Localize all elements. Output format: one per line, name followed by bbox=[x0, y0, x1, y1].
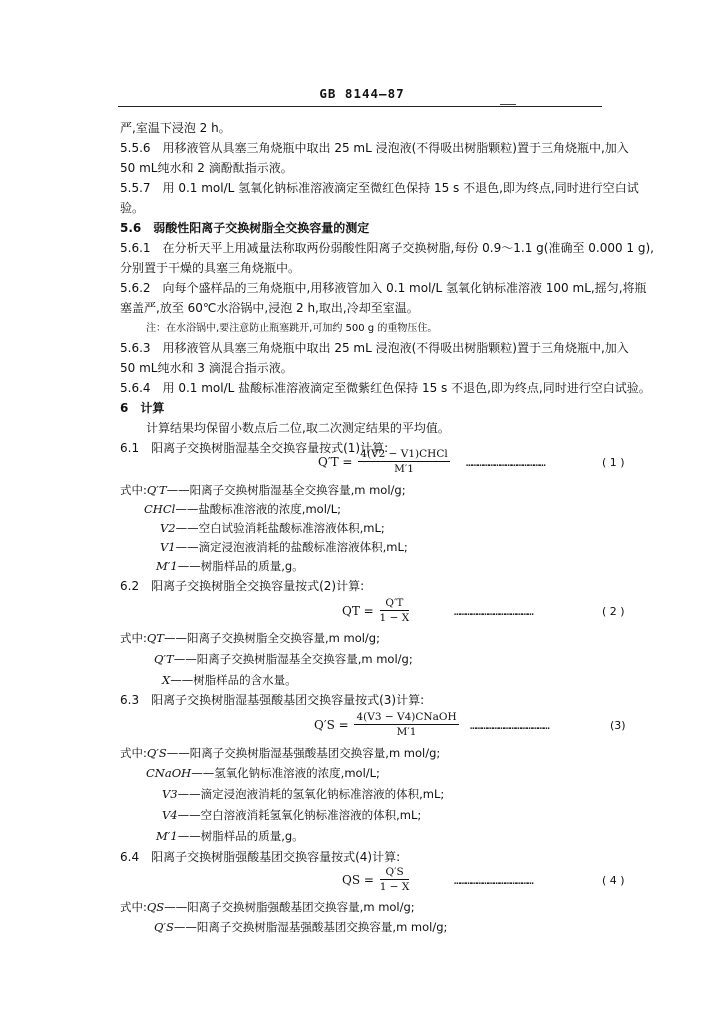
text-line: 验。 bbox=[120, 201, 145, 215]
definition-text: ——空白试验消耗盐酸标准溶液体积,mL; bbox=[175, 521, 385, 535]
section-6-heading: 6 计算 bbox=[120, 401, 165, 415]
symbol: QS bbox=[146, 900, 165, 914]
symbol: Q′S bbox=[146, 746, 167, 760]
symbol: M′1 bbox=[156, 559, 178, 573]
definition-row bbox=[162, 807, 421, 823]
definition-text: ——盐酸标准溶液的浓度,mol/L; bbox=[175, 502, 342, 516]
fraction bbox=[354, 711, 458, 738]
definition-text: ——氢氧化钠标准溶液的浓度,mol/L; bbox=[191, 766, 380, 780]
leader-dots: …………………………………… bbox=[454, 874, 533, 887]
leader-dots: …………………………………… bbox=[470, 719, 549, 732]
header-rule-mark bbox=[500, 104, 516, 105]
clause-6-2: 6.2 阳离子交换树脂全交换容量按式(2)计算: bbox=[120, 579, 365, 593]
definition-prefix: 式中: bbox=[120, 631, 147, 645]
symbol: X bbox=[162, 673, 171, 687]
definition-row bbox=[120, 630, 380, 646]
definition-row bbox=[154, 651, 413, 667]
definition-row bbox=[120, 745, 440, 761]
definition-text: ——阳离子交换树脂湿基强酸基团交换容量,m mol/g; bbox=[173, 920, 448, 934]
fraction bbox=[358, 448, 449, 475]
clause-5-6-2: 5.6.2 向每个盛样品的三角烧瓶中,用移液管加入 0.1 mol/L 氢氧化钠标准溶液 100 mL,摇匀,将瓶 bbox=[120, 281, 647, 295]
fraction bbox=[380, 866, 410, 893]
definition-text: ——阳离子交换树脂全交换容量,m mol/g; bbox=[163, 631, 380, 645]
definition-prefix: 式中: bbox=[120, 746, 147, 760]
symbol: V1 bbox=[160, 540, 176, 554]
equation-2 bbox=[342, 597, 409, 624]
denominator: 1 − X bbox=[379, 612, 410, 624]
equation-number: (3) bbox=[610, 719, 626, 732]
equation-number: ( 2 ) bbox=[602, 605, 625, 618]
text-line: 塞盖严,放至 60℃水浴锅中,浸泡 2 h,取出,冷却至室温。 bbox=[120, 301, 419, 315]
equation-lhs: QT = bbox=[342, 603, 374, 618]
symbol: CNaOH bbox=[146, 766, 192, 780]
leader-dots: …………………………………… bbox=[454, 605, 533, 618]
definition-row bbox=[162, 672, 297, 688]
definition-row bbox=[160, 539, 408, 555]
clause-5-6-1: 5.6.1 在分析天平上用减量法称取两份弱酸性阳离子交换树脂,每份 0.9～1.1 g(准确至 0.000 1 g), bbox=[120, 241, 654, 255]
definition-row bbox=[162, 786, 444, 802]
symbol: M′1 bbox=[156, 829, 178, 843]
symbol: V3 bbox=[162, 787, 178, 801]
numerator: 4(V3 − V4)CNaOH bbox=[356, 711, 457, 723]
fraction bbox=[380, 597, 410, 624]
denominator: M′1 bbox=[394, 463, 414, 475]
text-line: 计算结果均保留小数点后二位,取二次测定结果的平均值。 bbox=[146, 421, 450, 435]
equation-number: ( 1 ) bbox=[602, 456, 625, 469]
symbol: Q′T bbox=[154, 652, 174, 666]
definition-row bbox=[120, 899, 415, 915]
definition-prefix: 式中: bbox=[120, 483, 147, 497]
symbol: Q′S bbox=[154, 920, 174, 934]
denominator: M′1 bbox=[396, 726, 417, 738]
definition-prefix: 式中: bbox=[120, 900, 147, 914]
symbol: V2 bbox=[160, 521, 176, 535]
clause-5-5-7: 5.5.7 用 0.1 mol/L 氢氧化钠标准溶液滴定至微红色保持 15 s 不退色,即为终点,同时进行空白试 bbox=[120, 181, 639, 195]
note: 注：在水浴锅中,要注意防止瓶塞跳开,可加约 500 g 的重物压住。 bbox=[146, 323, 438, 334]
definition-text: ——树脂样品的质量,g。 bbox=[177, 559, 304, 573]
clause-6-3: 6.3 阳离子交换树脂湿基强酸基团交换容量按式(3)计算: bbox=[120, 693, 425, 707]
symbol: Q′T bbox=[146, 483, 167, 497]
text-line: 分别置于干燥的具塞三角烧瓶中。 bbox=[120, 261, 301, 275]
definition-text: ——阳离子交换树脂湿基全交换容量,m mol/g; bbox=[166, 483, 406, 497]
definition-row bbox=[146, 765, 380, 781]
definition-row bbox=[156, 558, 304, 574]
definition-text: ——树脂样品的质量,g。 bbox=[177, 829, 304, 843]
clause-5-5-6: 5.5.6 用移液管从具塞三角烧瓶中取出 25 mL 浸泡液(不得吸出树脂颗粒)置于三角烧瓶中,加入 bbox=[120, 141, 629, 155]
numerator: 4(V2 − V1)CHCl bbox=[360, 448, 448, 460]
clause-5-6-3: 5.6.3 用移液管从具塞三角烧瓶中取出 25 mL 浸泡液(不得吸出树脂颗粒)置于三角烧瓶中,加入 bbox=[120, 341, 629, 355]
denominator: 1 − X bbox=[379, 881, 410, 893]
equation-lhs: Q′S = bbox=[314, 717, 349, 732]
numerator: Q′T bbox=[380, 597, 410, 611]
clause-6-1: 6.1 阳离子交换树脂湿基全交换容量按式(1)计算: bbox=[120, 441, 389, 455]
definition-text: ——滴定浸泡液消耗的盐酸标准溶液体积,mL; bbox=[175, 540, 408, 554]
equation-lhs: Q′T = bbox=[318, 454, 353, 469]
definition-row bbox=[144, 501, 341, 517]
definition-row bbox=[154, 919, 447, 935]
equation-3 bbox=[314, 711, 459, 738]
numerator: Q′S bbox=[380, 866, 410, 880]
header-rule bbox=[118, 106, 602, 107]
leader-dots: …………………………………… bbox=[466, 456, 545, 469]
symbol: V4 bbox=[162, 808, 178, 822]
definition-text: ——阳离子交换树脂强酸基团交换容量,m mol/g; bbox=[164, 900, 415, 914]
text-line: 50 mL纯水和 3 滴混合指示液。 bbox=[120, 361, 293, 375]
equation-number: ( 4 ) bbox=[602, 874, 625, 887]
symbol: CHCl bbox=[144, 502, 176, 516]
equation-1 bbox=[318, 448, 450, 475]
definition-text: ——滴定浸泡液消耗的氢氧化钠标准溶液的体积,mL; bbox=[177, 787, 445, 801]
definition-row bbox=[156, 828, 304, 844]
definition-row bbox=[120, 482, 406, 498]
definition-text: ——空白溶液消耗氢氧化钠标准溶液的体积,mL; bbox=[177, 808, 422, 822]
equation-lhs: QS = bbox=[342, 872, 374, 887]
clause-5-6-4: 5.6.4 用 0.1 mol/L 盐酸标准溶液滴定至微紫红色保持 15 s 不退色,即为终点,同时进行空白试验。 bbox=[120, 381, 651, 395]
text-line: 严,室温下浸泡 2 h。 bbox=[120, 121, 231, 135]
text-line: 50 mL纯水和 2 滴酚酞指示液。 bbox=[120, 161, 293, 175]
definition-text: ——树脂样品的含水量。 bbox=[170, 673, 297, 687]
definition-row bbox=[160, 520, 385, 536]
standard-code-header: GB 8144—87 bbox=[319, 86, 405, 101]
clause-6-4: 6.4 阳离子交换树脂强酸基团交换容量按式(4)计算: bbox=[120, 850, 401, 864]
definition-text: ——阳离子交换树脂湿基全交换容量,m mol/g; bbox=[173, 652, 413, 666]
section-5-6-heading: 5.6 弱酸性阳离子交换树脂全交换容量的测定 bbox=[120, 221, 370, 235]
definition-text: ——阳离子交换树脂湿基强酸基团交换容量,m mol/g; bbox=[166, 746, 441, 760]
equation-4 bbox=[342, 866, 409, 893]
symbol: QT bbox=[146, 631, 164, 645]
